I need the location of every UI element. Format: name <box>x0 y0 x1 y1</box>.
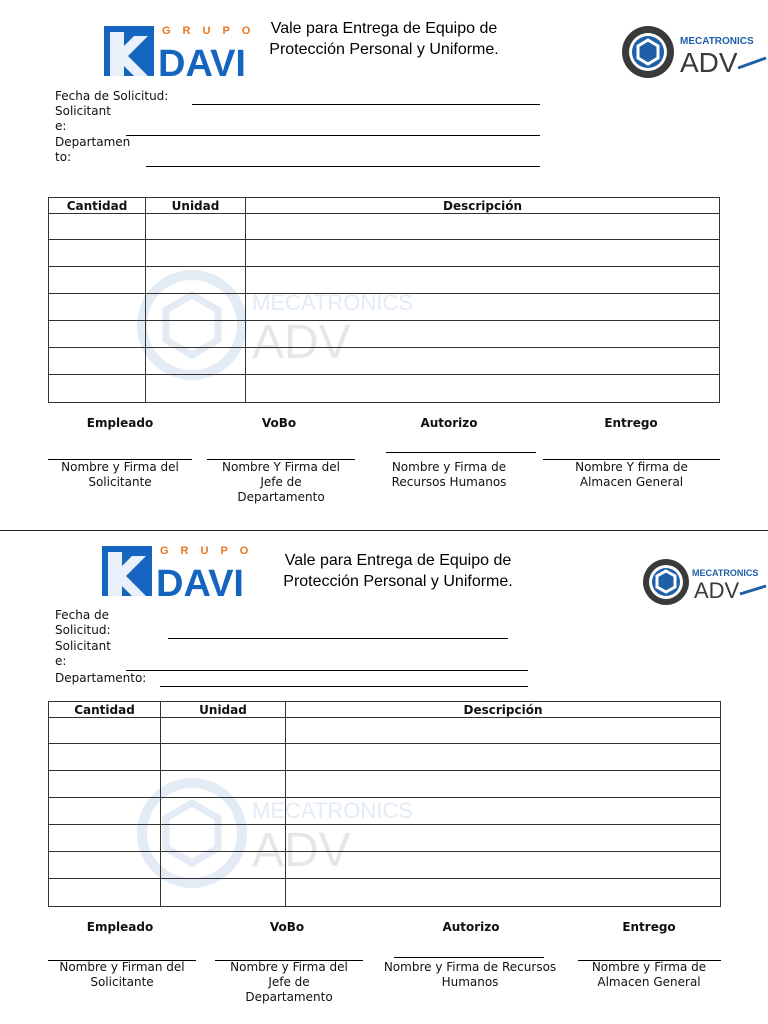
signature-label-line: Recursos Humanos <box>391 475 507 489</box>
table-row <box>49 718 721 744</box>
cell-descripcion[interactable] <box>246 294 720 321</box>
cell-descripcion[interactable] <box>246 240 720 267</box>
cell-cantidad[interactable] <box>49 744 161 771</box>
table-row <box>49 852 721 879</box>
cell-unidad[interactable] <box>161 798 286 825</box>
signature-label-line: Nombre y Firma del <box>230 960 348 974</box>
svg-text:MECATRONICS: MECATRONICS <box>680 36 754 47</box>
davi-logo <box>104 22 263 85</box>
header-cantidad: Cantidad <box>49 702 161 718</box>
cell-unidad[interactable] <box>161 718 286 744</box>
cell-descripcion[interactable] <box>286 744 721 771</box>
signature-heading-vobo: VoBo <box>261 416 297 430</box>
field-label-line: Solicitud: <box>55 623 111 637</box>
svg-text:MECATRONICS: MECATRONICS <box>252 290 413 315</box>
field-label-line: e: <box>55 654 67 668</box>
svg-text:DAVI: DAVI <box>158 43 246 85</box>
cell-unidad[interactable] <box>146 214 246 240</box>
field-label-line: Solicitant <box>55 104 111 118</box>
signature-label-line: Departamento <box>245 990 333 1004</box>
signature-label-vobo <box>215 960 363 1005</box>
field-label-line: Solicitant <box>55 639 111 653</box>
signature-label-line: Nombre Y Firma del <box>222 460 340 474</box>
svg-text:ADV: ADV <box>252 824 351 877</box>
svg-text:GRUPO: GRUPO <box>160 545 261 557</box>
signature-label-empleado <box>48 960 196 990</box>
signature-label-line: Nombre y Firma de <box>591 960 707 974</box>
items-table <box>48 701 721 907</box>
field-fecha-label <box>55 608 111 638</box>
cell-unidad[interactable] <box>146 294 246 321</box>
cell-descripcion[interactable] <box>246 375 720 403</box>
cell-cantidad[interactable] <box>49 375 146 403</box>
cell-unidad[interactable] <box>161 771 286 798</box>
field-solicitante-line[interactable] <box>126 135 540 136</box>
cut-line <box>0 530 768 531</box>
title-line-1: Vale para Entrega de Equipo de <box>270 20 498 37</box>
signature-heading-autorizo: Autorizo <box>420 416 478 430</box>
cell-cantidad[interactable] <box>49 267 146 294</box>
cell-unidad[interactable] <box>161 825 286 852</box>
table-row <box>49 267 720 294</box>
table-row <box>49 375 720 403</box>
cell-descripcion[interactable] <box>286 771 721 798</box>
signature-label-line: Nombre y Firma del <box>61 460 179 474</box>
cell-descripcion[interactable] <box>286 879 721 907</box>
svg-text:MECATRONICS: MECATRONICS <box>252 798 413 823</box>
field-fecha-line[interactable] <box>192 104 540 105</box>
svg-text:ADV: ADV <box>252 316 351 369</box>
field-label-line: Departamen <box>55 135 131 149</box>
cell-cantidad[interactable] <box>49 825 161 852</box>
signature-line-autorizo[interactable] <box>386 452 536 453</box>
table-row <box>49 771 721 798</box>
table-row <box>49 294 720 321</box>
signature-label-vobo <box>207 460 355 505</box>
cell-cantidad[interactable] <box>49 879 161 907</box>
field-solicitante-line[interactable] <box>126 670 528 671</box>
signature-label-line: Jefe de <box>268 975 310 989</box>
field-fecha-line[interactable] <box>168 638 508 639</box>
cell-cantidad[interactable] <box>49 718 161 744</box>
field-label-line: Fecha de <box>55 608 109 622</box>
cell-cantidad[interactable] <box>49 798 161 825</box>
field-label-line: Fecha de Solicitud: <box>55 89 169 103</box>
signature-label-line: Almacen General <box>597 975 701 989</box>
davi-logo-icon <box>102 542 261 605</box>
cell-descripcion[interactable] <box>286 718 721 744</box>
field-departamento-label <box>55 135 130 165</box>
field-departamento-line[interactable] <box>160 686 528 687</box>
signature-heading-empleado: Empleado <box>86 416 154 430</box>
cell-descripcion[interactable] <box>286 798 721 825</box>
items-table <box>48 197 720 403</box>
signature-label-line: Almacen General <box>579 475 684 489</box>
field-label-line: Departamento: <box>55 671 147 685</box>
signature-heading-autorizo: Autorizo <box>442 920 500 934</box>
signature-label-line: Solicitante <box>88 475 152 489</box>
field-label-line: e: <box>55 119 67 133</box>
cell-cantidad[interactable] <box>49 771 161 798</box>
signature-label-line: Jefe de <box>260 475 302 489</box>
header-unidad: Unidad <box>161 702 286 718</box>
davi-logo-icon <box>104 22 263 85</box>
table-row <box>49 240 720 267</box>
cell-unidad[interactable] <box>161 744 286 771</box>
signature-label-line: Humanos <box>441 975 499 989</box>
form-title <box>252 18 516 60</box>
signature-label-entrego <box>543 460 720 490</box>
cell-descripcion[interactable] <box>246 214 720 240</box>
signature-heading-vobo: VoBo <box>269 920 305 934</box>
table-row <box>49 214 720 240</box>
mecatronics-logo <box>620 24 768 80</box>
field-departamento-label <box>55 671 146 686</box>
title-line-1: Vale para Entrega de Equipo de <box>284 552 512 569</box>
header-descripcion: Descripción <box>246 198 720 214</box>
cell-unidad[interactable] <box>146 240 246 267</box>
signature-label-empleado <box>48 460 192 490</box>
cell-cantidad[interactable] <box>49 214 146 240</box>
cell-unidad[interactable] <box>146 321 246 348</box>
signature-label-line: Nombre y Firman del <box>59 960 185 974</box>
signature-label-line: Nombre Y firma de <box>575 460 688 474</box>
signature-line-autorizo[interactable] <box>394 957 544 958</box>
form-title <box>266 550 530 592</box>
signature-label-line: Nombre y Firma de Recursos <box>383 960 557 974</box>
signature-label-entrego <box>574 960 724 990</box>
cell-descripcion[interactable] <box>246 321 720 348</box>
svg-text:DAVI: DAVI <box>156 563 244 605</box>
mecatronics-gear-icon <box>642 556 768 608</box>
signature-heading-entrego: Entrego <box>604 416 658 430</box>
cell-cantidad[interactable] <box>49 852 161 879</box>
field-solicitante-label <box>55 639 111 669</box>
cell-unidad[interactable] <box>146 267 246 294</box>
mecatronics-logo <box>642 556 768 608</box>
cell-descripcion[interactable] <box>286 852 721 879</box>
mecatronics-gear-icon <box>620 24 768 80</box>
svg-text:MECATRONICS: MECATRONICS <box>692 568 759 578</box>
cell-cantidad[interactable] <box>49 294 146 321</box>
signature-label-autorizo <box>378 960 562 990</box>
svg-text:ADV: ADV <box>694 578 740 603</box>
table-row <box>49 879 721 907</box>
table-row <box>49 744 721 771</box>
field-departamento-line[interactable] <box>146 166 540 167</box>
field-fecha-label <box>55 89 168 104</box>
header-descripcion: Descripción <box>286 702 721 718</box>
cell-unidad[interactable] <box>161 852 286 879</box>
table-row <box>49 348 720 375</box>
table-row <box>49 798 721 825</box>
cell-descripcion[interactable] <box>246 348 720 375</box>
cell-unidad[interactable] <box>146 375 246 403</box>
cell-cantidad[interactable] <box>49 240 146 267</box>
field-label-line: to: <box>55 150 72 164</box>
table-row <box>49 321 720 348</box>
field-solicitante-label <box>55 104 111 134</box>
cell-unidad[interactable] <box>146 348 246 375</box>
cell-descripcion[interactable] <box>246 267 720 294</box>
table-row <box>49 825 721 852</box>
title-line-2: Protección Personal y Uniforme. <box>283 573 513 590</box>
signature-label-line: Solicitante <box>90 975 154 989</box>
signature-heading-entrego: Entrego <box>622 920 676 934</box>
davi-logo <box>102 542 261 605</box>
table-header-row <box>49 702 721 718</box>
svg-text:GRUPO: GRUPO <box>162 25 263 37</box>
signature-heading-empleado: Empleado <box>86 920 154 934</box>
cell-cantidad[interactable] <box>49 348 146 375</box>
cell-unidad[interactable] <box>161 879 286 907</box>
header-unidad: Unidad <box>146 198 246 214</box>
header-cantidad: Cantidad <box>49 198 146 214</box>
cell-cantidad[interactable] <box>49 321 146 348</box>
signature-label-line: Nombre y Firma de <box>391 460 507 474</box>
table-header-row <box>49 198 720 214</box>
signature-label-autorizo <box>374 460 524 490</box>
title-line-2: Protección Personal y Uniforme. <box>269 41 499 58</box>
svg-text:ADV: ADV <box>680 47 738 78</box>
signature-label-line: Departamento <box>237 490 325 504</box>
cell-descripcion[interactable] <box>286 825 721 852</box>
